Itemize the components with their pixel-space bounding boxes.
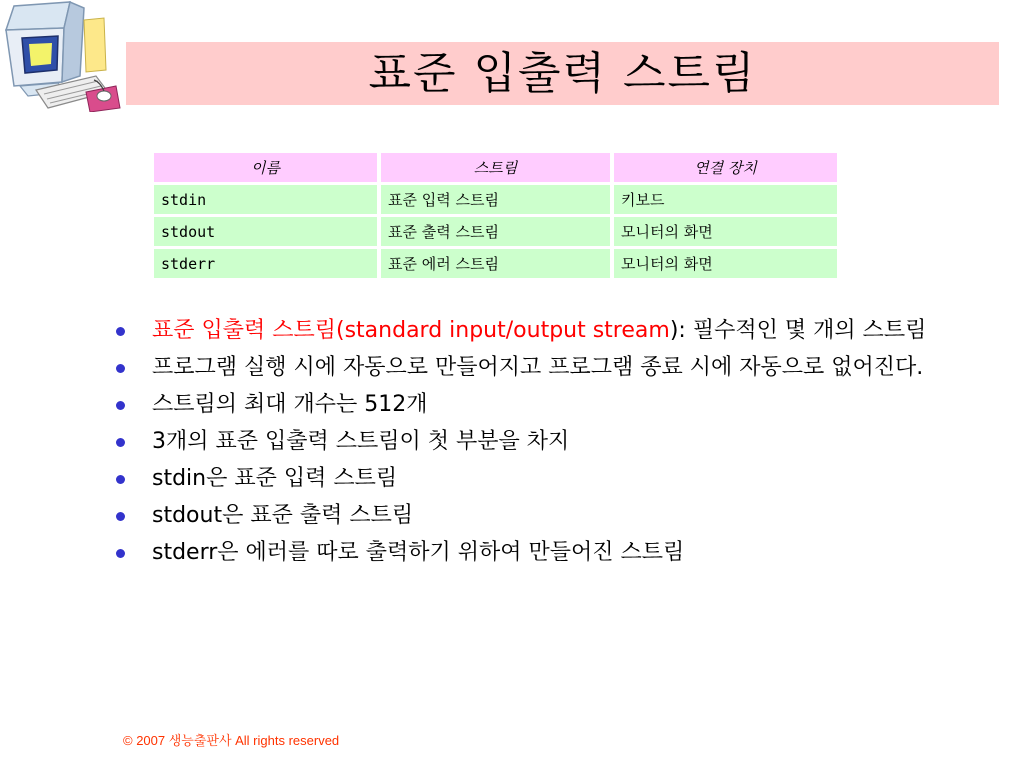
slide-title: 표준 입출력 스트림 bbox=[368, 48, 757, 99]
bullet-text: stdout은 표준 출력 스트림 bbox=[152, 503, 414, 528]
bullet-text: stdin은 표준 입력 스트림 bbox=[152, 466, 398, 491]
bullet-dot-icon bbox=[116, 512, 125, 521]
copyright-footer: © 2007 생능출판사 All rights reserved bbox=[123, 733, 340, 748]
bullet-dot-icon bbox=[116, 401, 125, 410]
computer-clipart-icon bbox=[0, 0, 124, 112]
table-row bbox=[154, 185, 837, 214]
bullet-dot-icon bbox=[116, 549, 125, 558]
cell-stream: 표준 출력 스트림 bbox=[381, 217, 610, 246]
table-row bbox=[154, 249, 837, 278]
cell-stream: 표준 입력 스트림 bbox=[381, 185, 610, 214]
bullet-dot-icon bbox=[116, 475, 125, 484]
cell-device: 모니터의 화면 bbox=[614, 249, 837, 278]
cell-name: stdout bbox=[154, 217, 377, 246]
list-item bbox=[110, 427, 1004, 457]
bullet-text: ): 필수적인 몇 개의 스트림 bbox=[669, 318, 927, 343]
list-item bbox=[110, 316, 1004, 346]
bullet-text: stderr은 에러를 따로 출력하기 위하여 만들어진 스트림 bbox=[152, 540, 685, 565]
bullet-list bbox=[110, 316, 1004, 575]
table-header-row bbox=[154, 153, 837, 182]
cell-device: 모니터의 화면 bbox=[614, 217, 837, 246]
bullet-text: 스트림의 최대 개수는 512개 bbox=[152, 392, 428, 417]
list-item bbox=[110, 501, 1004, 531]
table-row bbox=[154, 217, 837, 246]
bullet-dot-icon bbox=[116, 327, 125, 336]
bullet-text: 프로그램 실행 시에 자동으로 만들어지고 프로그램 종료 시에 자동으로 없어진다. bbox=[152, 355, 924, 380]
header-name: 이름 bbox=[154, 153, 377, 182]
list-item bbox=[110, 353, 1004, 383]
header-device: 연결 장치 bbox=[614, 153, 837, 182]
bullet-dot-icon bbox=[116, 364, 125, 373]
cell-device: 키보드 bbox=[614, 185, 837, 214]
cell-stream: 표준 에러 스트림 bbox=[381, 249, 610, 278]
cell-name: stderr bbox=[154, 249, 377, 278]
list-item bbox=[110, 464, 1004, 494]
bullet-dot-icon bbox=[116, 438, 125, 447]
list-item bbox=[110, 390, 1004, 420]
list-item bbox=[110, 538, 1004, 568]
cell-name: stdin bbox=[154, 185, 377, 214]
header-stream: 스트림 bbox=[381, 153, 610, 182]
highlight-term: 표준 입출력 스트림(standard input/output stream bbox=[152, 318, 670, 343]
stream-table bbox=[150, 150, 841, 281]
bullet-text: 3개의 표준 입출력 스트림이 첫 부분을 차지 bbox=[152, 429, 570, 454]
